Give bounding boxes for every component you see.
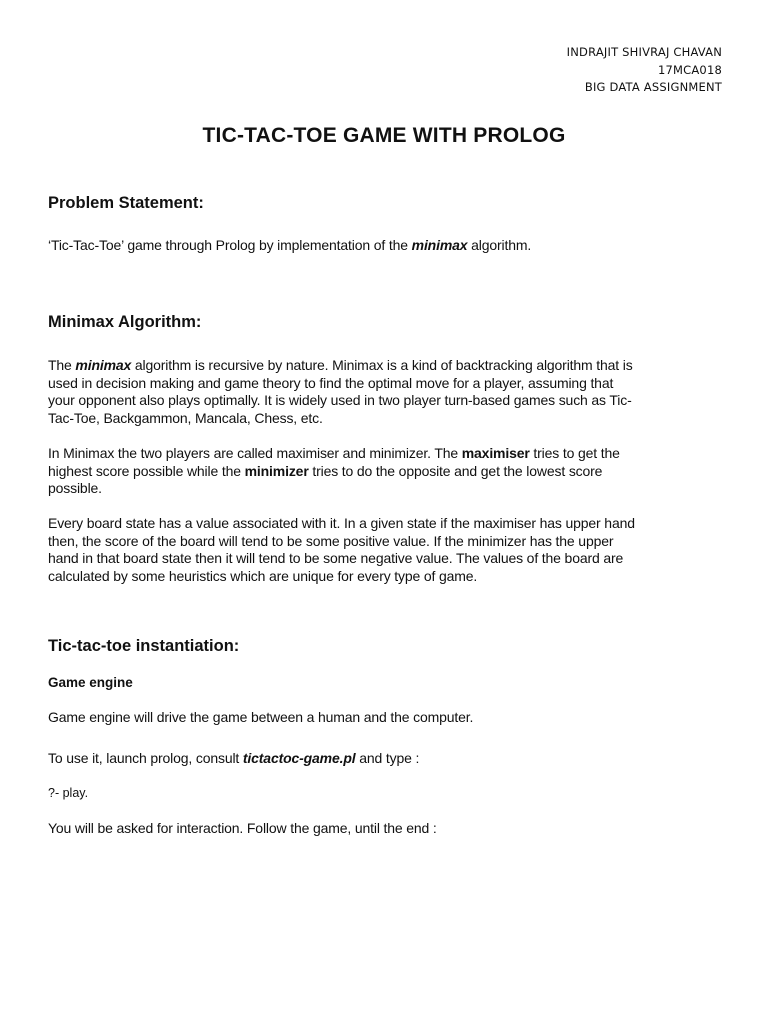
minimax-paragraph-1: The minimax algorithm is recursive by nature. Minimax is a kind of backtracking algorithm that is used in decision making and game theory to find the optimal move for a player, assuming that your opponent also plays optimally. It is widely used in two player turn-based games such as Tic- Tac-Toe, Backgammon, Mancala, Chess, etc. [48, 357, 633, 426]
problem-statement-text: ‘Tic-Tac-Toe’ game through Prolog by implementation of the minimax algorithm. [48, 237, 532, 253]
interaction-instruction: You will be asked for interaction. Follow the game, until the end : [48, 820, 437, 836]
instantiation-heading: Tic-tac-toe instantiation: [48, 637, 240, 655]
play-command: ?- play. [48, 786, 89, 800]
game-engine-description: Game engine will drive the game between a human and the computer. [48, 709, 474, 725]
author-header [567, 44, 722, 97]
assignment-name: BIG DATA ASSIGNMENT [584, 80, 722, 94]
minimizer-term: minimizer [244, 462, 309, 479]
minimax-paragraph-2: In Minimax the two players are called maximiser and minimizer. The maximiser tries to get the highest score possible while the minimizer tries to do the opposite and get the lowest score possible. [48, 445, 620, 497]
prolog-file-name: tictactoc-game.pl [242, 750, 356, 766]
game-engine-subheading: Game engine [48, 675, 133, 690]
roll-number: 17MCA018 [657, 62, 722, 77]
usage-instruction: To use it, launch prolog, consult tictactoc-game.pl and type : [48, 750, 420, 766]
maximiser-term: maximiser [461, 445, 530, 461]
problem-statement-heading: Problem Statement: [48, 194, 204, 212]
minimax-emphasis: minimax [411, 237, 468, 253]
minimax-heading: Minimax Algorithm: [48, 313, 202, 331]
author-name: INDRAJIT SHIVRAJ CHAVAN [566, 45, 722, 59]
minimax-emphasis: minimax [75, 357, 132, 373]
minimax-paragraph-3: Every board state has a value associated with it. In a given state if the maximiser has upper hand then, the score of the board will tend to be some positive value. If the minimizer has the upper hand in that board state then it will tend to be some negative value. The values of the board are calculated by some heuristics which are unique for every type of game. [48, 515, 635, 584]
document-title: TIC-TAC-TOE GAME WITH PROLOG [202, 124, 566, 147]
